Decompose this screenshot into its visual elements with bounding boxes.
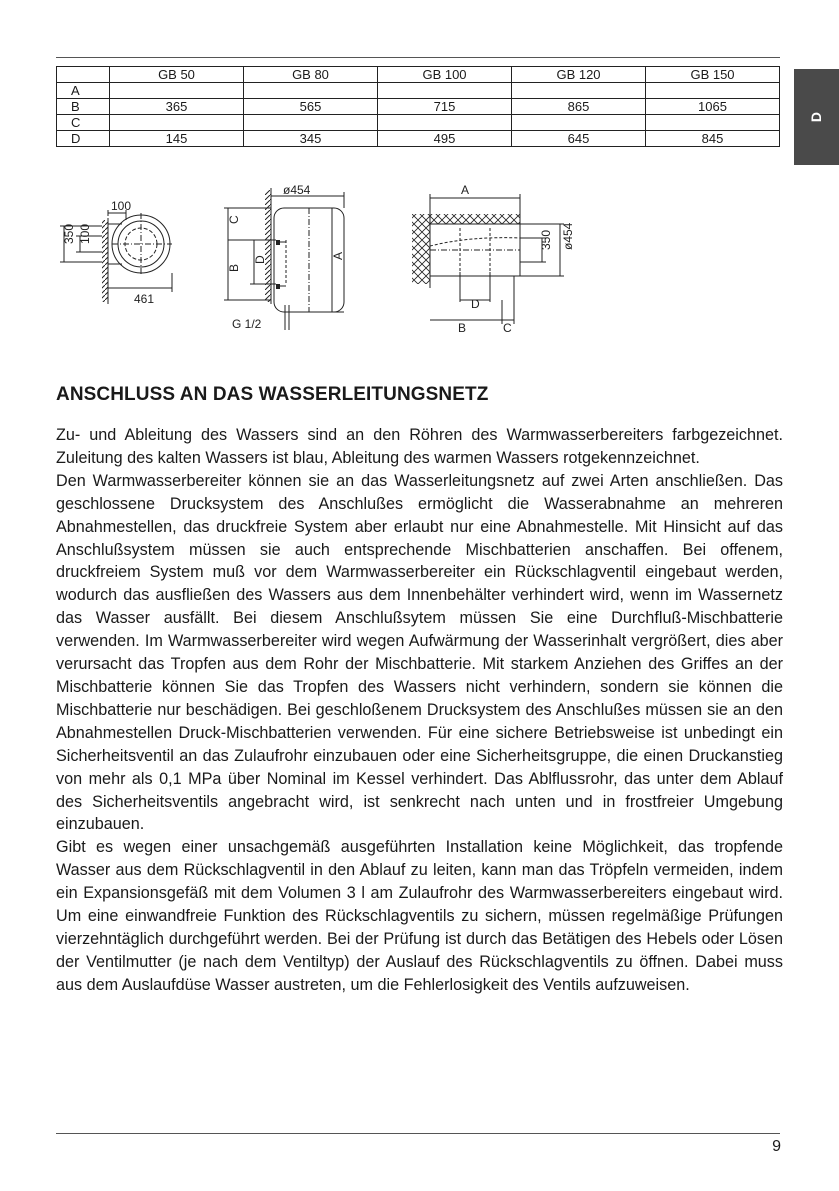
table-cell	[110, 83, 244, 99]
table-header-cell: GB 50	[110, 67, 244, 83]
language-tab-label: D	[808, 111, 825, 123]
paragraph: Den Warmwasserbereiter können sie an das Wasserleitungsnetz auf zwei Arten anschließen. Das geschlossene Drucksystem des Anschlußes ermöglicht die Wasserabnahme an mehreren Abnahmestellen, das druckfreie System aber erlaubt nur eine Abnahmestelle. Mit Hinsicht auf das Anschlußsystem müssen sie auch entsprechende Mischbatterien anschaffen. Bei offenem, druckfreiem System muß vor dem Warmwasserbereiter ein Rückschlagventil eingebaut werden, wodurch das ausfließen des Wassers aus dem Innenbehälter verhindert wird, wenn im Wassernetz das Wasser ausfällt. Bei diesem Anschlußsytem müssen Sie eine Durchfluß-Mischbatterie verwenden. Im Warmwasserbereiter wird wegen Aufwärmung der Wasserinhalt vergrößert, dies aber verursacht das Tropfen aus dem Rohr der Mischbatterie. Mit starkem Anziehen des Griffes an der Mischbatterie können Sie das Tropfen des Wassers nicht verhindern, sondern sie können die Mischbatterie nur beschädigen. Bei geschloßenem Drucksystem des Anschlußes müssen sie an den Abnahmestellen Druck-Mischbatterien verwenden. Für eine sichere Betriebsweise ist unbedingt ein Sicherheitsventil an das Zulaufrohr einzubauen oder eine Sicherheitsgruppe, die einen Druckanstieg von mehr als 0,1 MPa über Nominal im Kessel verhindert. Das Ablflussrohr, das unter dem Ablauf des Sicherheitsventils angebracht wird, ist senkrecht nach unten und in frostfreier Umgebung einzubauen.	[56, 471, 783, 834]
table-row-label: C	[57, 115, 110, 131]
section-body	[56, 424, 783, 997]
horizontal-view-drawing	[412, 194, 564, 324]
table-row-label: D	[57, 131, 110, 147]
thread-size: G 1/2	[232, 317, 262, 331]
horizontal-label-d: D	[471, 297, 480, 311]
table-cell: 565	[244, 99, 378, 115]
table-row	[57, 83, 780, 99]
table-row	[57, 115, 780, 131]
table-cell: 645	[512, 131, 646, 147]
horizontal-label-c: C	[503, 321, 512, 335]
table-cell	[378, 83, 512, 99]
horizontal-dim-350: 350	[539, 229, 553, 250]
table-corner-cell	[57, 67, 110, 83]
horizontal-dim-diameter: ø454	[561, 222, 575, 250]
installation-dimension-diagram	[50, 180, 590, 340]
table-cell: 345	[244, 131, 378, 147]
paragraph: Zu- und Ableitung des Wassers sind an den Röhren des Warmwasserbereiters farbgezeichnet. Zuleitung des kalten Wassers ist blau, Ableitung des warmen Wassers rotgekennzeichnet.	[56, 426, 783, 467]
label-d: D	[253, 255, 267, 264]
table-cell	[110, 115, 244, 131]
table-cell: 1065	[646, 99, 780, 115]
table-cell	[646, 115, 780, 131]
table-header-cell: GB 150	[646, 67, 780, 83]
language-tab	[794, 69, 839, 165]
table-cell: 495	[378, 131, 512, 147]
table-row-label: B	[57, 99, 110, 115]
table-cell: 865	[512, 99, 646, 115]
dim-diameter: ø454	[283, 183, 311, 197]
paragraph: Gibt es wegen einer unsachgemäß ausgeführten Installation keine Möglichkeit, das tropfende Wasser aus dem Rückschlagventil in den Ablauf zu leiten, kann man das Tröpfeln vermeiden, indem ein Expansionsgefäß mit dem Volumen 3 l am Zulaufrohr des Warmwasserbereiters eingebaut wird. Um eine einwandfreie Funktion des Rückschlagventils zu sichern, müssen regelmäßige Prüfungen vierzehntäglich durchgeführt werden. Bei der Prüfung ist durch das Betätigen des Hebels oder Lösen der Ventilmutter (je nach dem Ventiltyp) der Auslauf des Rückschlagventils zu öffnen. Dabei muss aus dem Auslaufdüse Wasser austreten, um die Fehlerlosigkeit des Ventils aufzuweisen.	[56, 838, 783, 994]
table-cell	[244, 83, 378, 99]
table-cell	[244, 115, 378, 131]
table-cell	[512, 83, 646, 99]
table-cell: 145	[110, 131, 244, 147]
dim-bottom-461: 461	[134, 292, 155, 306]
horizontal-label-a: A	[461, 183, 470, 197]
horizontal-label-b: B	[458, 321, 467, 335]
dimension-table	[56, 66, 780, 147]
table-header-cell: GB 80	[244, 67, 378, 83]
table-row	[57, 99, 780, 115]
table-cell: 715	[378, 99, 512, 115]
table-cell	[378, 115, 512, 131]
table-row-label: A	[57, 83, 110, 99]
dim-inner-100: 100	[78, 223, 92, 244]
table-cell	[646, 83, 780, 99]
label-b: B	[227, 263, 241, 272]
table-row	[57, 131, 780, 147]
label-a: A	[331, 251, 345, 260]
table-cell: 845	[646, 131, 780, 147]
footer-rule	[56, 1133, 780, 1134]
dim-top-100: 100	[111, 199, 132, 213]
table-header-cell: GB 100	[378, 67, 512, 83]
section-title: ANSCHLUSS AN DAS WASSERLEITUNGSNETZ	[56, 384, 489, 405]
top-view-drawing	[60, 210, 172, 304]
table-header-row	[57, 67, 780, 83]
table-header-cell: GB 120	[512, 67, 646, 83]
side-view-drawing	[224, 188, 344, 330]
page-number: 9	[772, 1138, 781, 1155]
table-cell	[512, 115, 646, 131]
table-cell: 365	[110, 99, 244, 115]
dim-height-350: 350	[62, 223, 76, 244]
header-rule	[56, 57, 780, 58]
label-c: C	[227, 215, 241, 224]
